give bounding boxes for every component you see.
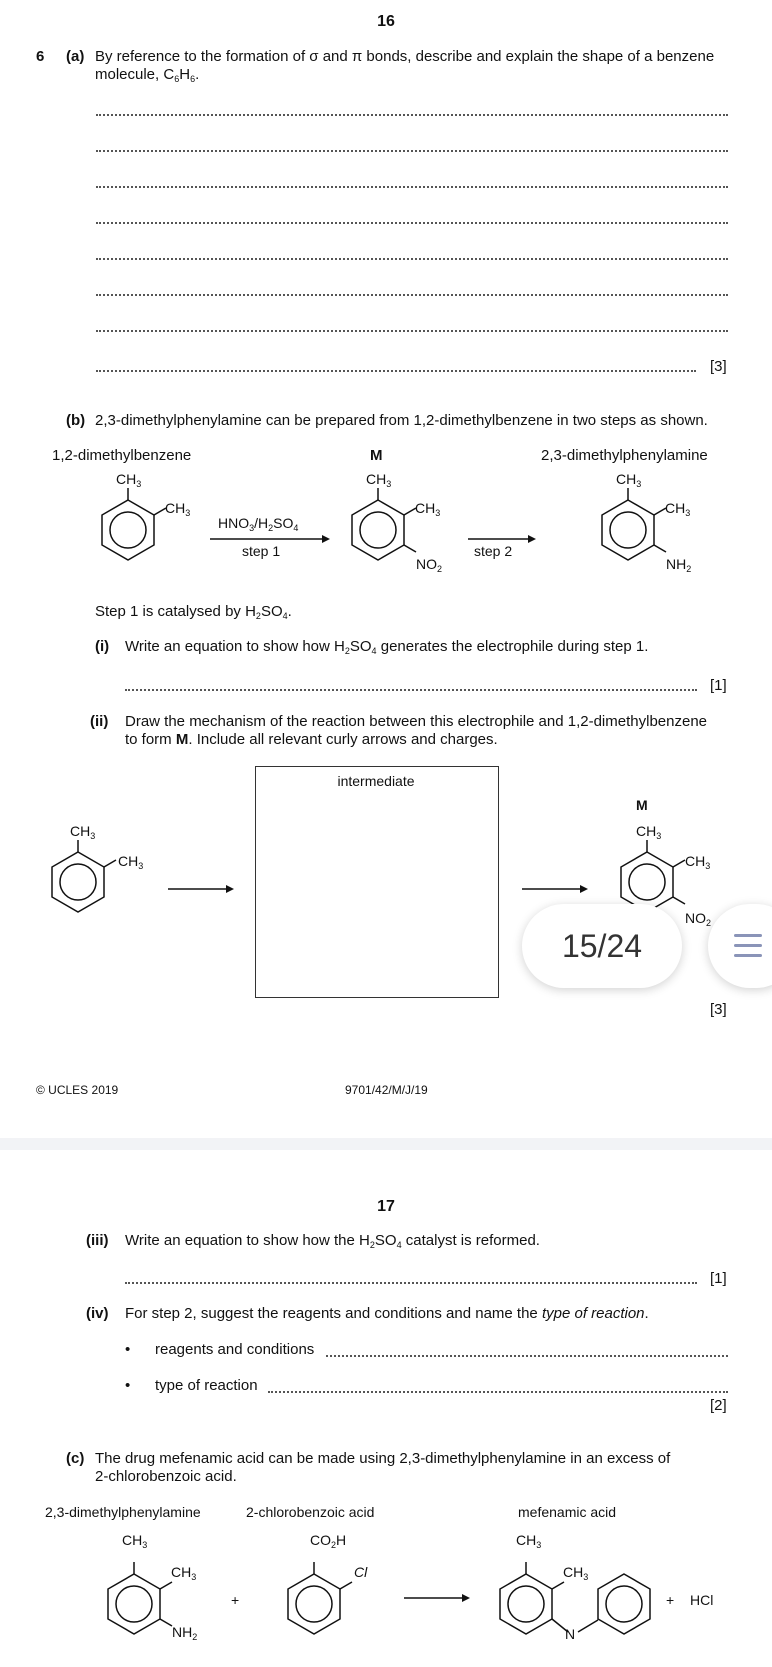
page-indicator[interactable]: 15/24 (522, 904, 682, 988)
benzene-ring-circle (110, 512, 146, 548)
methyl-label: $CH_3$ (171, 1564, 197, 1582)
c-name-3: mefenamic acid (518, 1504, 617, 1520)
part-iv-label: (iv) (86, 1305, 109, 1322)
page-number: 16 (377, 13, 395, 30)
part-ii-label: (ii) (90, 713, 109, 730)
part-i-text: Write an equation to show how $H_2SO_4$ generates the electrophile during step 1. (125, 638, 649, 656)
amine-label: $NH_2$ (666, 556, 692, 574)
bullet-dot: • (125, 1377, 131, 1394)
page-gap (0, 1138, 772, 1150)
part-a-label: (a) (66, 48, 85, 65)
methyl-label: $CH_3$ (616, 471, 642, 489)
methyl-label: $CH_3$ (122, 1532, 148, 1550)
scheme-name-mid: M (370, 447, 383, 464)
intermediate-label: intermediate (337, 773, 415, 789)
nitro-label: $NO_2$ (416, 556, 443, 574)
marks-ii: [3] (710, 1001, 727, 1018)
catalysed-text: Step 1 is catalysed by $H_2SO_4$. (95, 603, 292, 621)
part-c-text-line1: The drug mefenamic acid can be made using 2,3-dimethylphenylamine in an excess of (95, 1450, 671, 1467)
methyl-label: $CH_3$ (366, 471, 392, 489)
step1-label: step 1 (242, 543, 281, 559)
methyl-label: $CH_3$ (70, 823, 96, 841)
c-name-2: 2-chlorobenzoic acid (246, 1504, 375, 1520)
part-a-text-line1: By reference to the formation of σ and π bonds, describe and explain the shape of a benzene (95, 48, 715, 65)
step2-label: step 2 (474, 543, 513, 559)
marks-i: [1] (710, 677, 727, 694)
part-b-label: (b) (66, 412, 86, 429)
scheme-name-left: 1,2-dimethylbenzene (52, 447, 192, 464)
chlorine-label: Cl (354, 1564, 368, 1580)
nitro-label: $NO_2$ (685, 910, 712, 928)
part-a-text-line2: molecule, $C_6H_6$. (95, 66, 200, 84)
product-m-label: M (636, 797, 648, 813)
paper-code: 9701/42/M/J/19 (345, 1083, 428, 1097)
reaction-c-drawing (0, 1150, 772, 1667)
methyl-label: $CH_3$ (118, 853, 144, 871)
part-c-label: (c) (66, 1450, 85, 1467)
part-c-text-line2: 2-chlorobenzoic acid. (95, 1468, 237, 1485)
methyl-label: $CH_3$ (563, 1564, 589, 1582)
nitrogen-label: N (565, 1626, 576, 1642)
part-iii-text: Write an equation to show how the $H_2SO_4$ catalyst is reformed. (125, 1232, 540, 1250)
part-iv-text: For step 2, suggest the reagents and conditions and name the type of reaction. (125, 1305, 649, 1322)
marks-iv: [2] (710, 1397, 727, 1414)
answer-line[interactable] (125, 689, 697, 691)
hcl-label: HCl (690, 1592, 714, 1608)
marks-a: [3] (710, 358, 727, 375)
part-ii-text-line2: to form M. Include all relevant curly arrows and charges. (125, 731, 498, 748)
plus-sign: + (231, 1592, 240, 1608)
methyl-label: $CH_3$ (665, 500, 691, 518)
bullet-dot: • (125, 1341, 131, 1358)
exam-page-17 (0, 1150, 772, 1667)
methyl-label: $CH_3$ (116, 471, 142, 489)
methyl-label: $CH_3$ (685, 853, 711, 871)
methyl-label: $CH_3$ (516, 1532, 542, 1550)
carboxylic-acid-label: $CO_2H$ (310, 1532, 347, 1550)
amine-label: $NH_2$ (172, 1624, 198, 1642)
part-i-label: (i) (95, 638, 110, 655)
part-iii-label: (iii) (86, 1232, 109, 1249)
methyl-label: $CH_3$ (415, 500, 441, 518)
plus-sign: + (666, 1592, 675, 1608)
intermediate-answer-box[interactable] (255, 766, 499, 998)
bullet-reagents-label: reagents and conditions (155, 1341, 315, 1358)
marks-iii: [1] (710, 1270, 727, 1287)
question-number: 6 (36, 48, 45, 65)
bullet-type-label: type of reaction (155, 1377, 258, 1394)
part-ii-text-line1: Draw the mechanism of the reaction between this electrophile and 1,2-dimethylbenzene (125, 713, 707, 730)
methyl-label: $CH_3$ (636, 823, 662, 841)
part-b-text: 2,3-dimethylphenylamine can be prepared from 1,2-dimethylbenzene in two steps as shown. (95, 412, 708, 429)
scheme-name-right: 2,3-dimethylphenylamine (541, 447, 708, 464)
page-number: 17 (377, 1198, 395, 1215)
c-name-1: 2,3-dimethylphenylamine (45, 1504, 201, 1520)
reagent-label: $HNO_3/H_2SO_4$ (218, 515, 299, 533)
methyl-label: $CH_3$ (165, 500, 191, 518)
copyright: © UCLES 2019 (36, 1083, 119, 1097)
